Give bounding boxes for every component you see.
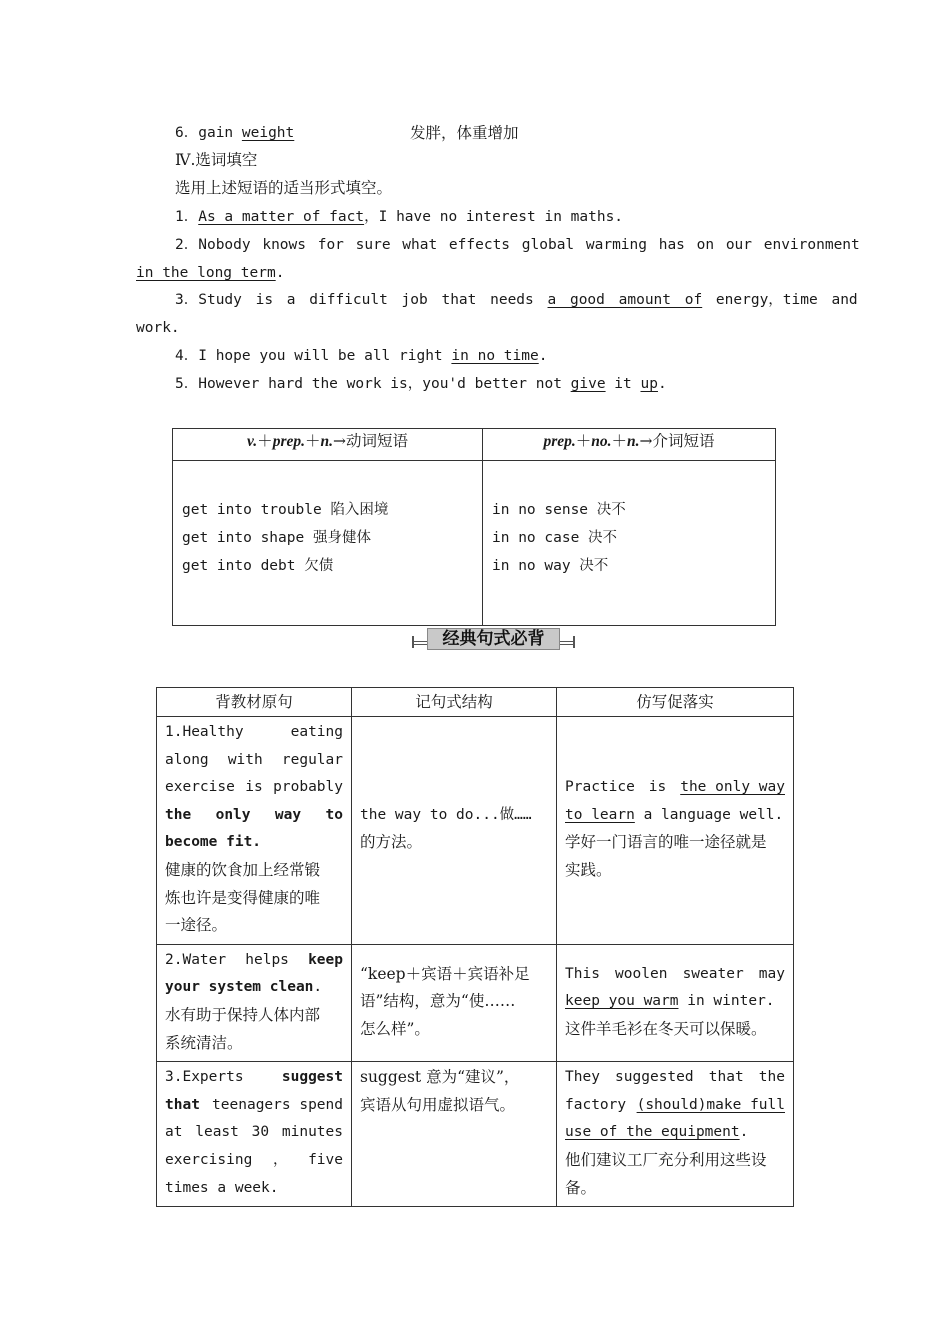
- word: 2.Water: [165, 951, 227, 968]
- text-line: 的方法。: [360, 833, 423, 852]
- exercise-2-continued: [136, 263, 284, 283]
- header-part: ＋: [611, 432, 628, 450]
- structure-cell: [352, 717, 557, 945]
- header-part: n.: [320, 433, 333, 450]
- exercise-3-continued: work.: [136, 320, 180, 336]
- word: the: [165, 806, 192, 823]
- text-line: [165, 802, 343, 830]
- text-line: [565, 1092, 785, 1120]
- exercise-prefix: 4．I hope you will be all right: [175, 348, 452, 364]
- word: ，: [272, 1151, 288, 1168]
- practice-cell: [557, 717, 794, 945]
- word: helps: [245, 951, 289, 968]
- header-part: prep.: [272, 433, 305, 450]
- word: regular: [281, 751, 343, 768]
- answer-text: keep you warm: [565, 993, 679, 1010]
- exercise-5: [175, 374, 667, 394]
- word: 30: [251, 1124, 270, 1141]
- text-line: [165, 947, 343, 975]
- exercise-prefix: 5．However hard the work is，you'd better not: [175, 376, 571, 392]
- word: sweater: [682, 965, 744, 982]
- text-line: [565, 988, 785, 1016]
- exercise-middle: it: [605, 376, 641, 392]
- word: that: [165, 1096, 200, 1113]
- word: the: [758, 1069, 785, 1086]
- word: woolen: [615, 965, 668, 982]
- text-line: [165, 1092, 343, 1120]
- text-line: 学好一门语言的唯一途径就是: [565, 833, 767, 852]
- answer-text: the only way: [680, 779, 785, 796]
- word: a language well.: [634, 806, 784, 823]
- item-number: 6．gain: [175, 125, 242, 141]
- phrase-right-item: in no case 决不: [492, 530, 618, 546]
- exercise-suffix: ，I have no interest in maths.: [364, 209, 624, 225]
- word: .: [313, 979, 323, 996]
- header-part: n.: [627, 433, 640, 450]
- original-sentence-cell: [157, 717, 352, 945]
- word: This: [565, 965, 600, 982]
- item-6-meaning: 发胖，体重增加: [410, 124, 519, 142]
- word: that: [708, 1069, 744, 1086]
- word: least: [195, 1124, 239, 1141]
- text-line: [165, 974, 343, 1002]
- text-line: [165, 747, 343, 775]
- text-line: 语”结构，意为“使……: [360, 992, 516, 1011]
- text-line: [165, 1064, 343, 1092]
- text-line: 一途径。: [165, 916, 228, 935]
- banner-rule: [573, 636, 575, 648]
- table-header-row: [157, 688, 794, 717]
- exercise-3: [175, 290, 858, 310]
- header-part: →介词短语: [639, 432, 715, 450]
- word: your system clean: [165, 979, 314, 996]
- answer-text: As a matter of fact: [198, 209, 365, 225]
- text-line: [565, 1064, 785, 1092]
- phrase-left-item: get into shape 强身健体: [182, 530, 371, 546]
- word: probably: [273, 779, 343, 796]
- word: is: [245, 779, 263, 796]
- exercise-prefix: 1．: [175, 209, 199, 225]
- text-line: “keep＋宾语＋宾语补足: [360, 964, 530, 983]
- structure-cell: [352, 944, 557, 1061]
- header-part: ＋: [575, 432, 592, 450]
- word: factory: [565, 1096, 627, 1113]
- word: exercising: [165, 1151, 253, 1168]
- word: is: [648, 779, 667, 796]
- table-divider: [482, 429, 483, 625]
- word: along: [165, 751, 209, 768]
- header-part: no.: [591, 433, 612, 450]
- text-line: [565, 774, 785, 802]
- text-line: [565, 802, 785, 830]
- sentence-table: [156, 687, 794, 1207]
- phrase-left-item: get into debt 欠债: [182, 558, 334, 574]
- table-row: [157, 944, 794, 1061]
- word: .: [739, 1124, 749, 1141]
- word: 3.Experts: [165, 1069, 244, 1086]
- header-part: →动词短语: [333, 432, 408, 450]
- text-line: 系统清洁。: [165, 1033, 243, 1052]
- text-line: times a week.: [165, 1179, 279, 1196]
- word: to: [325, 806, 343, 823]
- phrase-table-left-header: [173, 430, 482, 458]
- answer-text: in no time: [451, 348, 539, 364]
- original-sentence-cell: [157, 944, 352, 1061]
- section-banner: [412, 628, 575, 652]
- word: way: [274, 806, 302, 823]
- word: may: [758, 965, 785, 982]
- exercise-suffix: energy，time and: [702, 292, 858, 308]
- exercise-suffix: .: [275, 265, 285, 281]
- header-part: ＋: [257, 432, 273, 450]
- text-line: [565, 1119, 785, 1147]
- text-line: 炼也许是变得健康的唯: [165, 888, 321, 907]
- text-line: 健康的饮食加上经常锻: [165, 860, 321, 879]
- exercise-item-6: [175, 123, 294, 143]
- text-line: [165, 1119, 343, 1147]
- header-part: ＋: [304, 432, 321, 450]
- phrase-left-item: get into trouble 陷入困境: [182, 502, 389, 518]
- text-line: 宾语从句用虚拟语气。: [360, 1095, 516, 1114]
- answer-text: in the long term: [136, 265, 276, 281]
- phrase-right-item: in no sense 决不: [492, 502, 626, 518]
- word: at: [165, 1124, 183, 1141]
- text-line: 怎么样”。: [360, 1019, 430, 1038]
- exercise-1: [175, 207, 623, 227]
- text-line: [165, 1147, 343, 1175]
- table-row: [157, 717, 794, 945]
- word: exercise: [165, 779, 235, 796]
- exercise-prefix: 2．Nobody knows for sure what effects global warming has on our environment: [175, 237, 860, 253]
- header-part: prep.: [543, 433, 576, 450]
- phrase-table: [172, 428, 776, 626]
- word: 1.Healthy: [165, 724, 244, 740]
- word: eating: [290, 724, 343, 740]
- exercise-4: [175, 346, 547, 366]
- text-line: suggest 意为“建议”，: [360, 1068, 520, 1087]
- text-line: 备。: [565, 1178, 597, 1197]
- text-line: [565, 961, 785, 989]
- text-line: 水有助于保持人体内部: [165, 1005, 321, 1024]
- practice-cell: [557, 1062, 794, 1207]
- header-part: v.: [246, 433, 258, 450]
- text-line: the way to do...做……: [360, 806, 532, 823]
- answer-text: weight: [241, 125, 295, 141]
- word: only: [215, 806, 251, 823]
- word: minutes: [281, 1124, 343, 1141]
- table-divider: [173, 460, 775, 461]
- answer-text: a good amount of: [547, 292, 703, 308]
- exercise-prefix: 3．Study is a difficult job that needs: [175, 292, 548, 308]
- exercise-2: [175, 235, 860, 255]
- text-line: become fit.: [165, 834, 262, 851]
- word: five: [308, 1151, 343, 1168]
- column-header: 记句式结构: [352, 688, 557, 717]
- word: suggested: [615, 1069, 694, 1086]
- text-line: [165, 774, 343, 802]
- table-row: [157, 1062, 794, 1207]
- word: suggest: [281, 1069, 343, 1086]
- instruction-text: 选用上述短语的适当形式填空。: [175, 179, 393, 197]
- answer-text: to learn: [565, 806, 635, 823]
- section-title: Ⅳ.选词填空: [175, 151, 258, 169]
- structure-cell: [352, 1062, 557, 1207]
- exercise-suffix: .: [538, 348, 548, 364]
- word: keep: [308, 951, 343, 968]
- text-line: [165, 719, 343, 747]
- phrase-right-item: in no way 决不: [492, 558, 609, 574]
- answer-text: give: [570, 376, 606, 392]
- banner-rule: [412, 636, 414, 648]
- word: teenagers spend: [212, 1096, 343, 1113]
- word: in winter.: [678, 993, 775, 1010]
- original-sentence-cell: [157, 1062, 352, 1207]
- column-header: 背教材原句: [157, 688, 352, 717]
- answer-text: up: [640, 376, 658, 392]
- answer-text: use of the equipment: [565, 1124, 740, 1141]
- phrase-table-right-header: [483, 430, 775, 458]
- banner-title: 经典句式必背: [442, 629, 545, 649]
- exercise-suffix: .: [657, 376, 667, 392]
- text-line: 他们建议工厂充分利用这些设: [565, 1150, 767, 1169]
- text-line: 实践。: [565, 860, 612, 879]
- text-line: 这件羊毛衫在冬天可以保暖。: [565, 1019, 767, 1038]
- word: They: [565, 1069, 600, 1086]
- column-header: 仿写促落实: [557, 688, 794, 717]
- word: with: [227, 751, 263, 768]
- word: Practice: [565, 779, 635, 796]
- answer-text: (should)make full: [636, 1096, 785, 1113]
- practice-cell: [557, 944, 794, 1061]
